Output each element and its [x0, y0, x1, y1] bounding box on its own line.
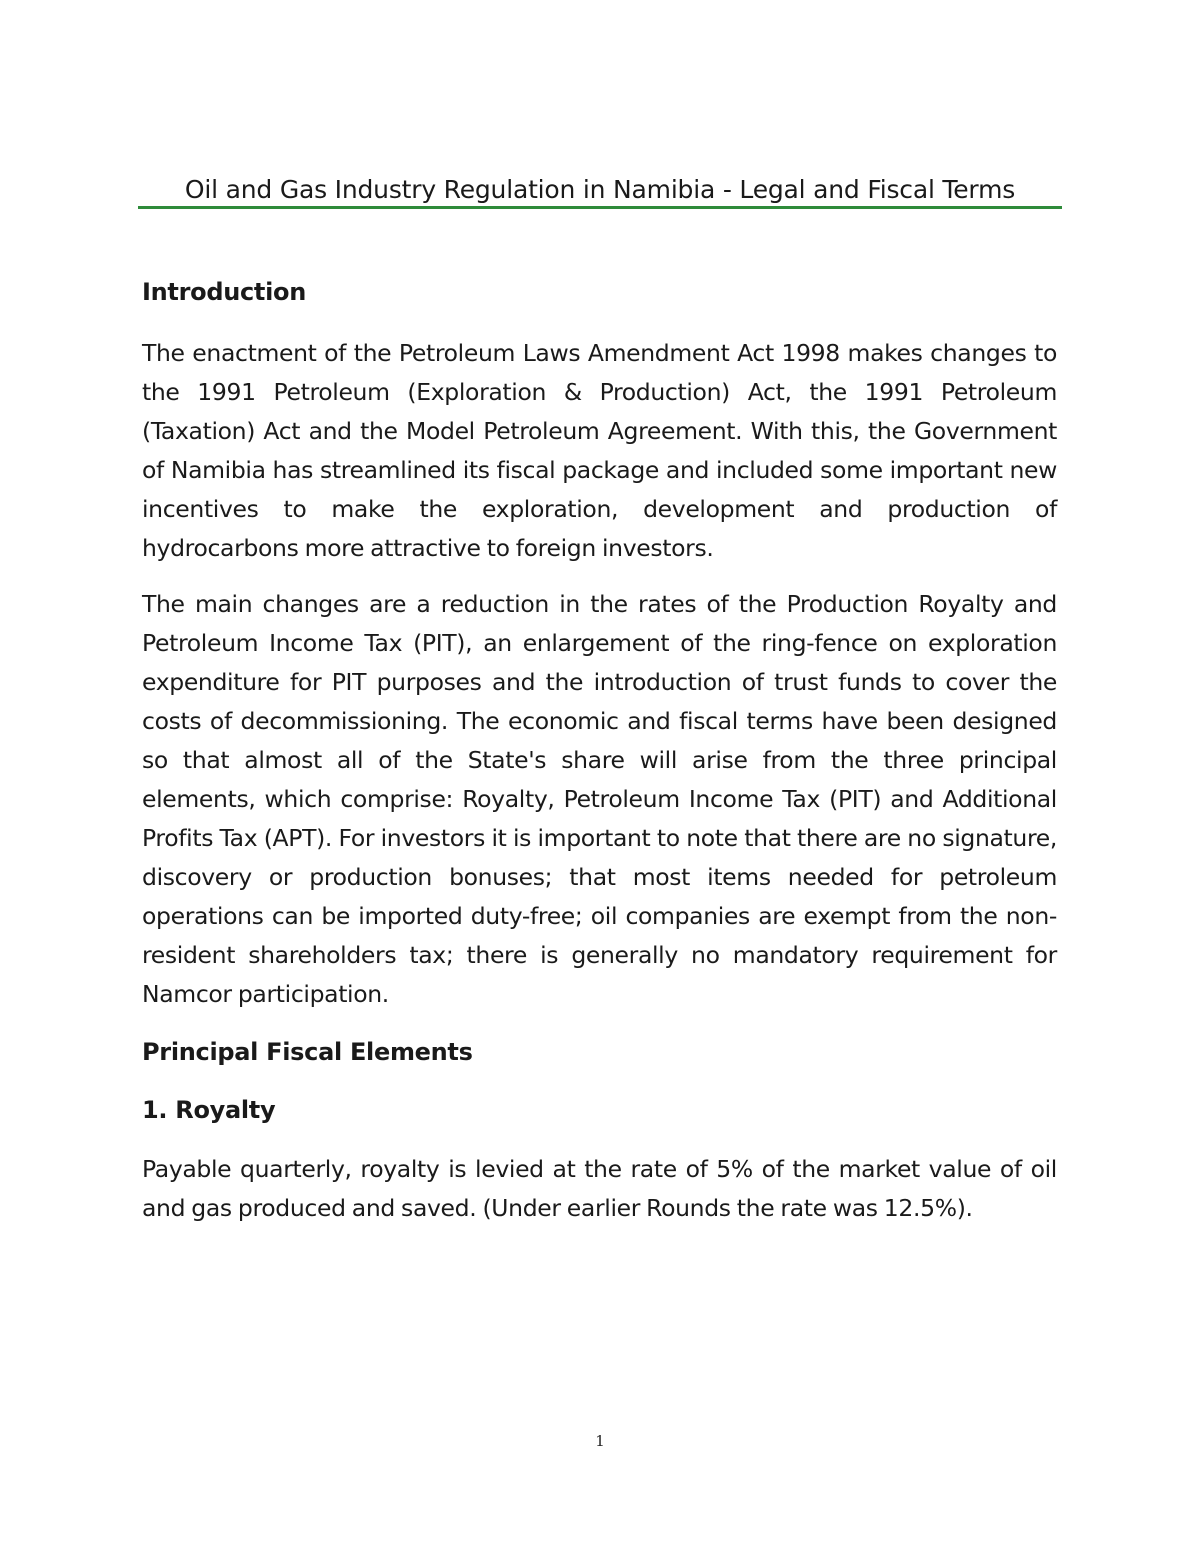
introduction-heading: Introduction	[142, 278, 306, 306]
header-divider	[138, 206, 1062, 209]
introduction-paragraph-2: The main changes are a reduction in the rates of the Production Royalty and Petroleum Income Tax (PIT), an enlargement of the ring-fence on exploration expenditure for PIT purposes and the introduction of trust funds to cover the costs of decommissioning. The economic and fiscal terms have been designed so that almost all of the State's share will arise from the three principal elements, which comprise: Royalty, Petroleum Income Tax (PIT) and Additional Profits Tax (APT). For investors it is important to note that there are no signature, discovery or production bonuses; that most items needed for petroleum operations can be imported duty-free; oil companies are exempt from the non-resident shareholders tax; there is generally no mandatory requirement for Namcor participation.	[142, 590, 1057, 1008]
document-header-title: Oil and Gas Industry Regulation in Namibia - Legal and Fiscal Terms	[184, 175, 1016, 204]
royalty-heading: 1. Royalty	[142, 1096, 276, 1125]
page-number: 1	[595, 1432, 605, 1450]
royalty-paragraph: Payable quarterly, royalty is levied at the rate of 5% of the market value of oil and gas produced and saved. (Under earlier Rounds the rate was 12.5%).	[142, 1155, 1057, 1223]
principal-fiscal-elements-heading: Principal Fiscal Elements	[142, 1038, 473, 1067]
introduction-paragraph-1: The enactment of the Petroleum Laws Amendment Act 1998 makes changes to the 1991 Petroleum (Exploration & Production) Act, the 1991 Petroleum (Taxation) Act and the Model Petroleum Agreement. With this, the Government of Namibia has streamlined its fiscal package and included some important new incentives to make the exploration, development and production of hydrocarbons more attractive to foreign investors.	[142, 339, 1057, 562]
document-body	[142, 272, 1057, 1228]
